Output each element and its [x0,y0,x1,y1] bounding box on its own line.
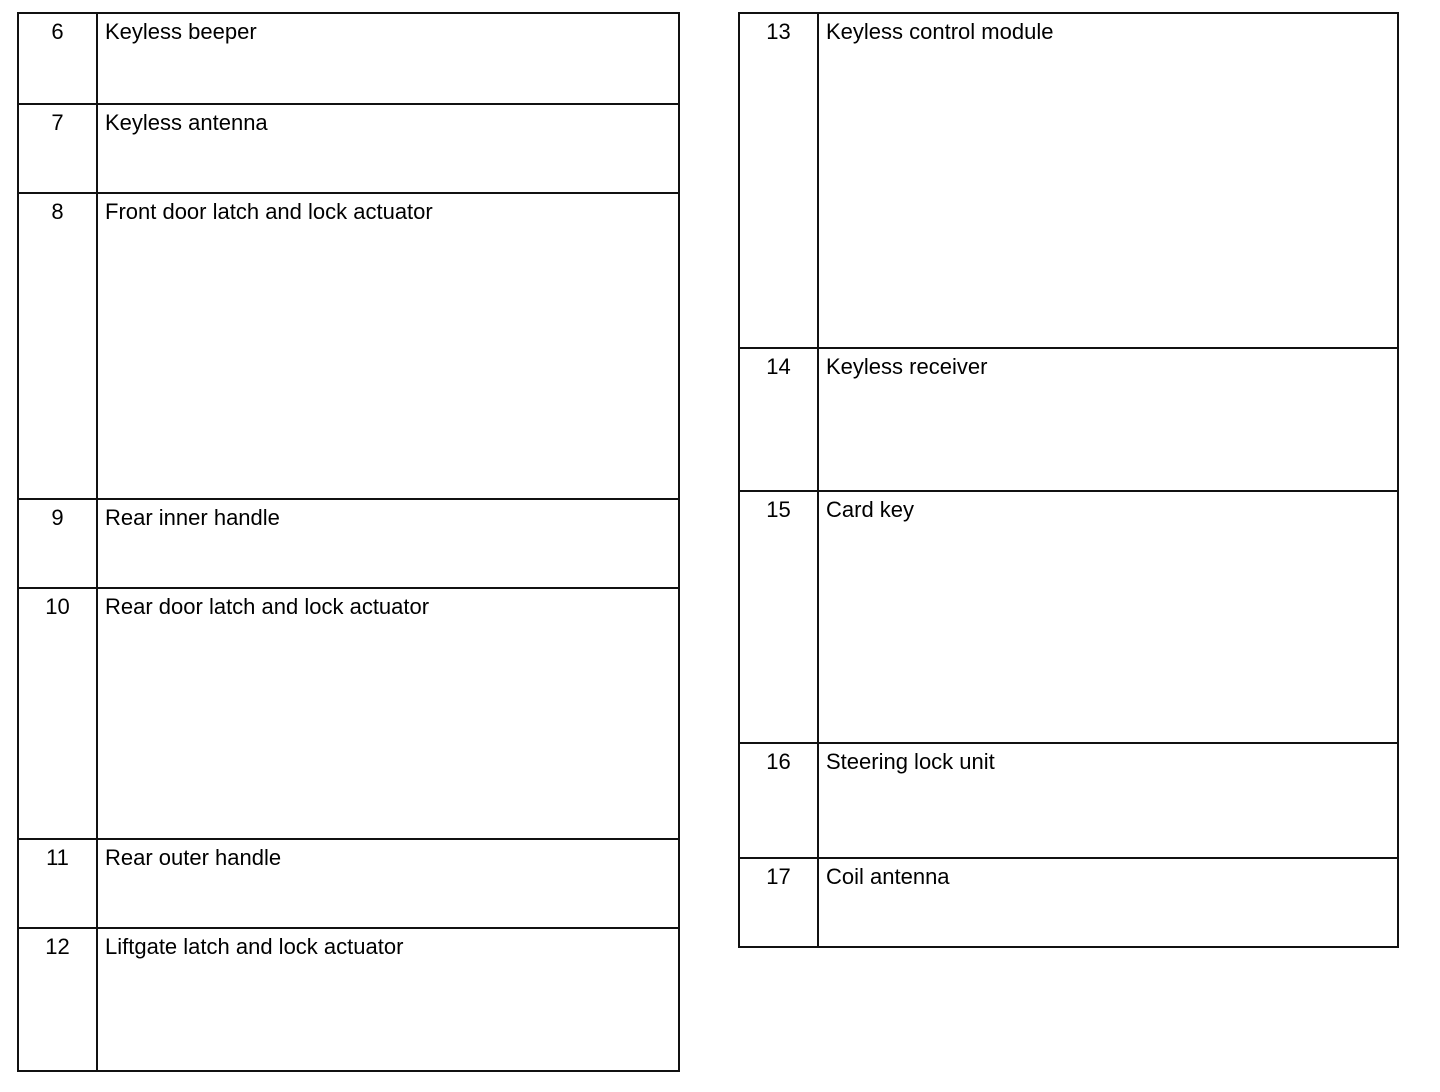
item-label: Keyless antenna [105,110,268,135]
item-label: Keyless control module [826,19,1054,44]
item-number: 13 [766,19,791,44]
item-label: Liftgate latch and lock actuator [105,934,404,959]
item-number: 8 [51,199,64,224]
legend-row-7 [19,103,678,193]
item-label: Rear inner handle [105,505,280,530]
item-label: Front door latch and lock actuator [105,199,433,224]
item-label: Keyless receiver [826,354,988,379]
item-number: 14 [766,354,791,379]
legend-row-13 [740,14,1397,348]
item-number: 9 [51,505,64,530]
legend-row-17 [740,857,1397,946]
item-number: 11 [46,845,69,870]
legend-row-15 [740,490,1397,742]
item-number: 17 [766,864,791,889]
item-number: 7 [51,110,64,135]
legend-row-6 [19,14,678,104]
item-number: 15 [766,497,791,522]
legend-row-11 [19,838,678,927]
item-label: Rear outer handle [105,845,282,870]
left-legend-table [17,12,680,1072]
legend-row-14 [740,347,1397,490]
item-number: 6 [51,19,64,44]
legend-row-12 [19,927,678,1070]
legend-row-9 [19,498,678,587]
legend-row-10 [19,587,678,838]
item-label: Keyless beeper [105,19,257,44]
item-label: Coil antenna [826,864,950,889]
item-number: 12 [45,934,70,959]
item-number: 10 [45,594,70,619]
right-legend-table [738,12,1399,948]
item-label: Card key [826,497,915,522]
legend-row-16 [740,742,1397,857]
item-number: 16 [766,749,791,774]
legend-row-8 [19,192,678,498]
item-label: Rear door latch and lock actuator [105,594,430,619]
item-label: Steering lock unit [826,749,995,774]
